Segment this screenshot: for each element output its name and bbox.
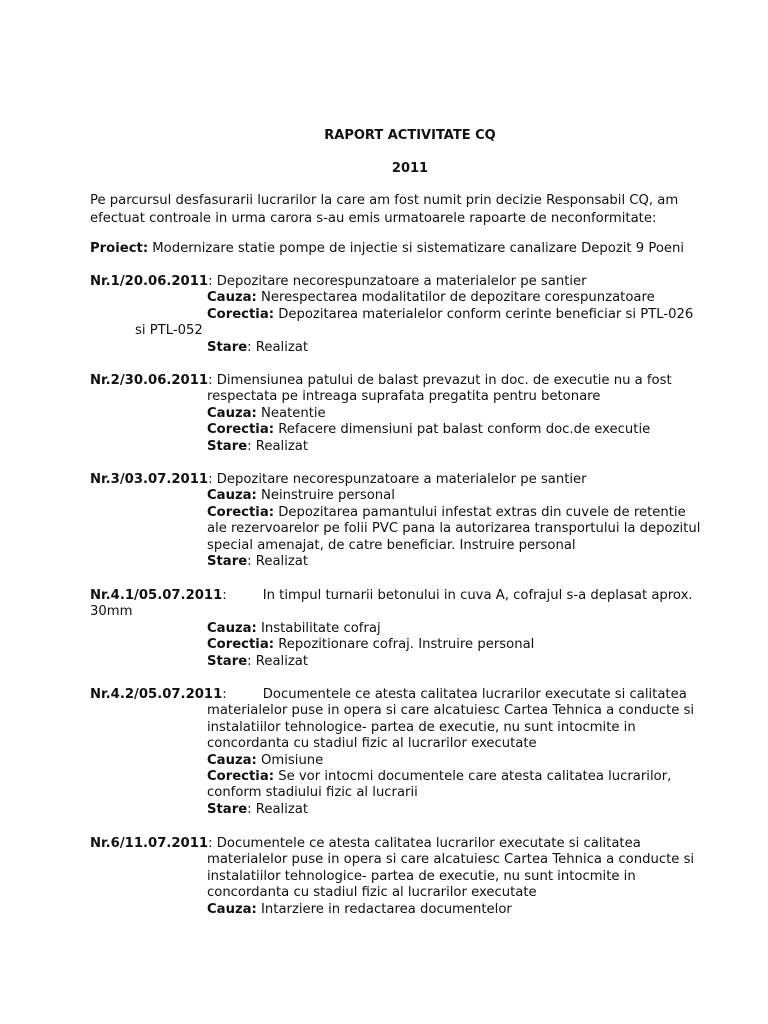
stare-label: Stare — [207, 801, 248, 817]
project-line — [90, 241, 740, 256]
report-description: : Depozitare necorespunzatoare a materialelor pe santier — [208, 472, 587, 487]
report-entry — [90, 588, 730, 670]
cauza-value: Neinstruire personal — [256, 488, 395, 504]
report-description-line: materialelor puse in opera si care alcatuiesc Cartea Tehnica a conducte si — [207, 852, 695, 868]
cauza-value: Instabilitate cofraj — [256, 620, 381, 636]
stare-label: Stare — [207, 653, 248, 669]
report-entry — [90, 373, 730, 455]
corectia-value: Refacere dimensiuni pat balast conform doc.de executie — [274, 422, 651, 438]
report-description: : Dimensiunea patului de balast prevazut in doc. de executie nu a fost — [208, 373, 672, 388]
cauza-label: Cauza: — [207, 901, 257, 917]
report-entry — [90, 274, 730, 356]
cauza-label: Cauza: — [207, 620, 257, 636]
stare-value: : Realizat — [247, 554, 309, 570]
corectia-value: Repozitionare cofraj. Instruire personal — [274, 637, 535, 653]
report-number: Nr.1/20.06.2011 — [90, 274, 209, 289]
corectia-label: Corectia: — [207, 637, 274, 653]
report-number: Nr.3/03.07.2011 — [90, 472, 209, 487]
cauza-value: Omisiune — [256, 752, 324, 768]
report-description: : Depozitare necorespunzatoare a materialelor pe santier — [208, 274, 587, 289]
report-number: Nr.6/11.07.2011 — [90, 836, 209, 851]
stare-value: : Realizat — [247, 339, 309, 355]
report-entry — [90, 472, 730, 570]
corectia-label: Corectia: — [207, 422, 274, 438]
corectia-label: Corectia: — [207, 504, 274, 520]
corectia-value: Depozitarea materialelor conform cerinte beneficiar si PTL-026 — [274, 306, 694, 322]
corectia-continuation: ale rezervoarelor pe folii PVC pana la autorizarea transportului la depozitul — [207, 521, 701, 537]
cauza-value: Neatentie — [256, 405, 326, 421]
cauza-label: Cauza: — [207, 488, 257, 504]
intro-paragraph: Pe parcursul desfasurarii lucrarilor la care am fost numit prin decizie Responsabil CQ, am efectuat controale in urma carora s-au emis urmatoarele rapoarte de neconformitate: — [90, 193, 679, 226]
corectia-label: Corectia: — [207, 769, 274, 785]
stare-label: Stare — [207, 339, 248, 355]
report-number: Nr.2/30.06.2011 — [90, 373, 209, 388]
stare-value: : Realizat — [247, 653, 309, 669]
report-entry — [90, 687, 730, 818]
report-number: Nr.4.1/05.07.2011 — [90, 588, 223, 603]
corectia-value: Se vor intocmi documentele care atesta calitatea lucrarilor, — [274, 769, 672, 785]
report-description-line: materialelor puse in opera si care alcatuiesc Cartea Tehnica a conducte si — [207, 703, 695, 719]
report-entry — [90, 836, 730, 918]
corectia-continuation: conform stadiului fizic al lucrarii — [207, 785, 418, 801]
cauza-label: Cauza: — [207, 405, 257, 421]
report-description: : — [222, 588, 227, 603]
stare-value: : Realizat — [247, 801, 309, 817]
cauza-label: Cauza: — [207, 752, 257, 768]
cauza-value: Intarziere in redactarea documentelor — [256, 901, 512, 917]
cauza-value: Nerespectarea modalitatilor de depozitare corespunzatoare — [256, 290, 655, 306]
report-description: : — [222, 687, 227, 702]
report-description: : Documentele ce atesta calitatea lucrarilor executate si calitatea — [208, 836, 641, 851]
report-description-line: instalatiilor tehnologice- partea de executie, nu sunt intocmite in — [207, 719, 636, 735]
stare-value: : Realizat — [247, 438, 309, 454]
stare-label: Stare — [207, 438, 248, 454]
corectia-continuation: si PTL-052 — [135, 323, 203, 339]
corectia-continuation: special amenajat, de catre beneficiar. Instruire personal — [207, 537, 576, 553]
document-title: RAPORT ACTIVITATE CQ — [324, 128, 496, 143]
stare-label: Stare — [207, 554, 248, 570]
corectia-value: Depozitarea pamantului infestat extras din cuvele de retentie — [274, 504, 686, 520]
report-description-line: concordanta cu stadiul fizic al lucrarilor executate — [207, 885, 537, 901]
report-description: Documentele ce atesta calitatea lucrarilor executate si calitatea — [262, 687, 687, 702]
report-description-continuation: 30mm — [90, 604, 133, 620]
report-description-line: respectata pe intreaga suprafata pregatita pentru betonare — [207, 389, 601, 405]
project-value: Modernizare statie pompe de injectie si sistematizare canalizare Depozit 9 Poeni — [148, 241, 685, 256]
report-number: Nr.4.2/05.07.2011 — [90, 687, 223, 702]
document-year: 2011 — [391, 161, 429, 176]
report-description-line: concordanta cu stadiul fizic al lucrarilor executate — [207, 736, 537, 752]
corectia-label: Corectia: — [207, 306, 274, 322]
report-description-line: instalatiilor tehnologice- partea de executie, nu sunt intocmite in — [207, 868, 636, 884]
report-description: In timpul turnarii betonului in cuva A, cofrajul s-a deplasat aprox. — [262, 588, 693, 603]
project-label: Proiect: — [90, 241, 149, 256]
cauza-label: Cauza: — [207, 290, 257, 306]
